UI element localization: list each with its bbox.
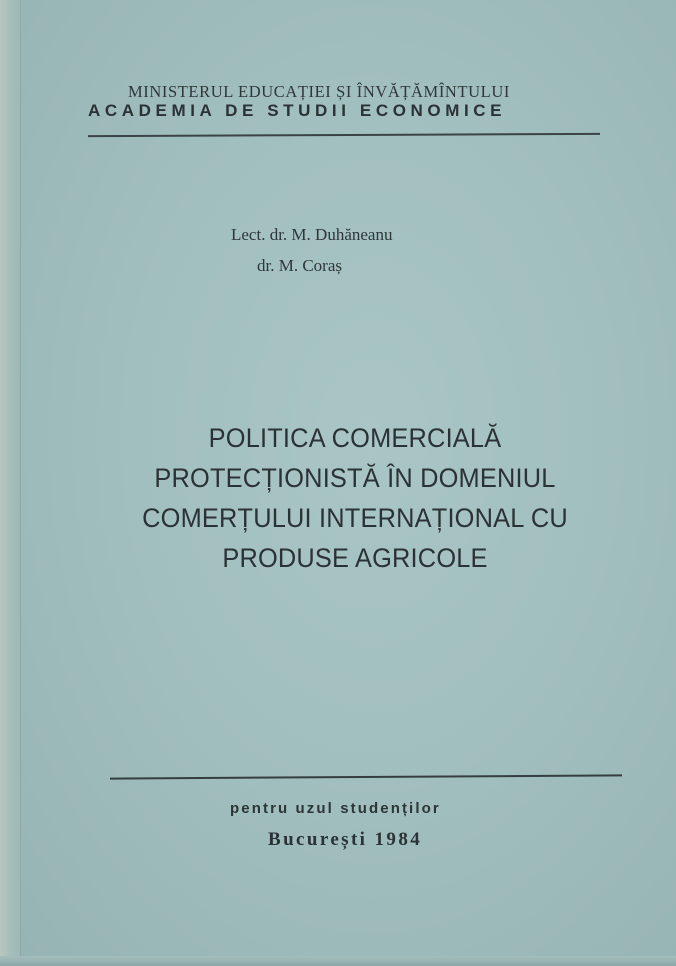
academy-name: ACADEMIA DE STUDII ECONOMICE (88, 101, 507, 120)
spine-edge (0, 0, 21, 966)
author-1: Lect. dr. M. Duhăneanu (231, 225, 393, 244)
bottom-edge (0, 956, 676, 966)
ministry-name: MINISTERUL EDUCAȚIEI ȘI ÎNVĂȚĂMÎNTULUI (128, 82, 510, 101)
book-title (115, 418, 594, 578)
footer-divider (110, 774, 622, 779)
purpose-note: pentru uzul studenților (230, 800, 441, 817)
title-line-2: PROTECȚIONISTĂ ÎN DOMENIUL (154, 463, 556, 493)
author-2: dr. M. Coraș (257, 256, 342, 275)
title-line-4: PRODUSE AGRICOLE (222, 543, 488, 573)
title-line-1: POLITICA COMERCIALĂ (208, 423, 502, 453)
place-and-year: București 1984 (268, 829, 423, 850)
authors-block (231, 219, 392, 281)
header-divider (88, 133, 600, 137)
title-line-3: COMERȚULUI INTERNAȚIONAL CU (142, 503, 568, 533)
